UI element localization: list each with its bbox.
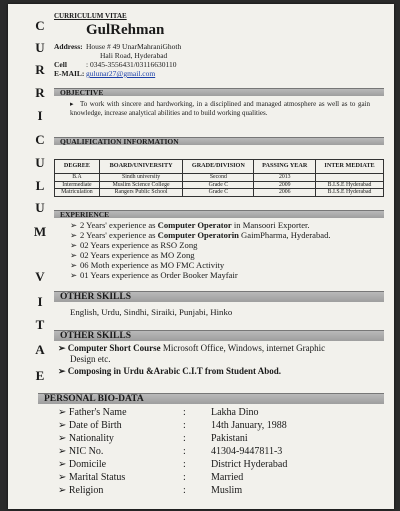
address-label: Address: — [54, 42, 83, 51]
bio-label: ➢ Domicile — [58, 459, 107, 470]
experience-text: 2 Years' experience as — [80, 220, 158, 230]
table-cell: 2009 — [254, 181, 316, 189]
experience-text: 2 Years' experience as — [80, 230, 158, 240]
bio-value: 41304-9447811-3 — [211, 446, 283, 457]
table-cell: B.I.S.E Hyderabad — [316, 189, 384, 197]
bio-label: ➢ Marital Status — [58, 472, 126, 483]
experience-company: GaimPharma, Hyderabad. — [238, 230, 331, 240]
bio-heading: PERSONAL BIO-DATA — [38, 393, 384, 404]
experience-item — [70, 250, 195, 260]
table-cell: 2013 — [254, 174, 316, 182]
objective-heading: OBJECTIVE — [54, 88, 384, 96]
bio-value: Pakistani — [211, 433, 248, 444]
experience-heading: EXPERIENCE — [54, 210, 384, 218]
bio-colon: : — [183, 485, 186, 496]
cell-line — [54, 60, 176, 69]
side-letter: C — [35, 132, 45, 147]
objective-body: To work with sincere and hardworking, in a disciplined and managed atmosphere as well as to gain knowledge, increase analytical abilities and to build working qualities. — [70, 100, 370, 117]
objective-text — [70, 100, 370, 117]
other-skills-heading: OTHER SKILLS — [54, 291, 384, 302]
side-letter: I — [37, 108, 43, 123]
experience-item — [70, 220, 310, 230]
skill-title: Composing in Urdu &Arabic C.I.T from Student Abod. — [67, 366, 282, 376]
candidate-name: GulRehman — [86, 22, 165, 38]
email-label: E-MAIL: — [54, 69, 85, 78]
table-cell: B.I.S.E Hyderabad — [316, 181, 384, 189]
bio-value: 14th January, 1988 — [211, 420, 287, 431]
qualification-heading: QUALIFICATION INFORMATION — [54, 137, 384, 145]
table-cell: Rangers Public School — [99, 189, 182, 197]
arrow-bullet-icon: ➢ — [70, 230, 78, 240]
bio-value: Married — [211, 472, 244, 483]
bio-colon: : — [183, 407, 186, 418]
skill-detail: Microsoft Office, Windows, internet Graphic — [160, 343, 326, 353]
bio-value: District Hyderabad — [211, 459, 288, 470]
bio-label-text: Date of Birth — [68, 420, 122, 431]
arrow-bullet-icon: ➢ — [70, 220, 78, 230]
cv-page — [8, 4, 394, 509]
bio-colon: : — [183, 459, 186, 470]
bio-colon: : — [183, 472, 186, 483]
column-header: DEGREE — [55, 160, 100, 174]
arrow-bullet-icon: ➢ — [70, 260, 78, 270]
address-value: House # 49 UnarMahraniGhoth — [86, 42, 182, 51]
side-letter: C — [35, 18, 45, 33]
email-link[interactable]: gulunar27@gmail.com — [86, 69, 156, 78]
table-row — [55, 174, 384, 182]
arrow-bullet-icon: ➢ — [70, 250, 78, 260]
side-letter: R — [35, 62, 45, 77]
address-line — [54, 42, 181, 51]
bio-label-text: Religion — [68, 485, 104, 496]
arrow-bullet-icon: ➢ — [70, 270, 78, 280]
cell-value: : 0345-3556431/03116630110 — [86, 60, 177, 69]
experience-item — [70, 270, 238, 280]
arrow-bullet-icon: ➢ — [58, 366, 68, 376]
languages-text: English, Urdu, Sindhi, Siraiki, Punjabi, Hinko — [70, 307, 233, 317]
experience-text: 06 Moth experience as MO FMC Activity — [80, 260, 225, 270]
address-line-2: Hali Road, Hyderabad — [100, 51, 168, 60]
side-letter: M — [33, 224, 47, 239]
bullet-icon: ▸ — [70, 100, 74, 108]
side-letter: U — [35, 155, 45, 170]
bio-label-text: Father's Name — [68, 407, 127, 418]
skill-item — [58, 343, 393, 354]
bio-label: ➢ Religion — [58, 485, 104, 496]
cv-label: CURRICULUM VITAE — [54, 12, 127, 20]
column-header: INTER MEDIATE — [316, 160, 384, 174]
side-letter: E — [35, 368, 45, 383]
skill-detail: Design etc. — [70, 354, 111, 364]
table-cell: Muslim Science College — [99, 181, 182, 189]
bio-colon: : — [183, 420, 186, 431]
arrow-bullet-icon: ➢ — [70, 240, 78, 250]
table-cell: 2006 — [254, 189, 316, 197]
column-header: GRADE/DIVISION — [183, 160, 254, 174]
bio-label: ➢ Father's Name — [58, 407, 127, 418]
experience-text: 01 Years experience as Order Booker Mayfair — [80, 270, 238, 280]
table-row — [55, 189, 384, 197]
table-cell: Grade C — [183, 181, 254, 189]
experience-role: Computer Operator — [157, 220, 232, 230]
side-letter: A — [35, 342, 45, 357]
column-header: PASSING YEAR — [254, 160, 316, 174]
email-line — [54, 69, 155, 78]
side-letter: L — [35, 178, 45, 193]
skill-item — [58, 366, 393, 377]
bio-label-text: Nationality — [68, 433, 114, 444]
qualification-table — [54, 159, 384, 197]
experience-item — [70, 240, 197, 250]
bio-label: ➢ Nationality — [58, 433, 114, 444]
skill-title: Computer Short Course — [67, 343, 161, 353]
table-cell: Second — [183, 174, 254, 182]
bio-label: ➢ Date of Birth — [58, 420, 122, 431]
experience-role: Computer Operatorin — [157, 230, 239, 240]
bio-colon: : — [183, 446, 186, 457]
experience-company: in Mansoori Exporter. — [231, 220, 310, 230]
experience-text: 02 Years experience as MO Zong — [80, 250, 195, 260]
side-letter: T — [35, 317, 45, 332]
arrow-bullet-icon: ➢ — [58, 343, 68, 353]
table-cell: Intermediate — [55, 181, 100, 189]
bio-label-text: NIC No. — [68, 446, 104, 457]
side-letter: R — [35, 85, 45, 100]
table-row — [55, 181, 384, 189]
skill-item-continued — [70, 354, 394, 365]
experience-item — [70, 230, 331, 240]
side-letter: U — [35, 200, 45, 215]
experience-text: 02 Years experience as RSO Zong — [80, 240, 198, 250]
experience-item — [70, 260, 224, 270]
bio-label-text: Marital Status — [68, 472, 126, 483]
bio-label-text: Domicile — [68, 459, 107, 470]
table-cell: Grade C — [183, 189, 254, 197]
cell-label: Cell — [54, 60, 67, 69]
column-header: BOARD/UNIVERSITY — [99, 160, 182, 174]
table-cell: Sindh university — [99, 174, 182, 182]
table-cell: Matriculation — [55, 189, 100, 197]
bio-label: ➢ NIC No. — [58, 446, 104, 457]
bio-value: Muslim — [211, 485, 243, 496]
table-cell: B.A — [55, 174, 100, 182]
bio-value: Lakha Dino — [211, 407, 259, 418]
bio-colon: : — [183, 433, 186, 444]
side-letter: V — [35, 269, 45, 284]
table-header-row — [55, 160, 384, 174]
table-cell — [316, 174, 384, 182]
side-letter: I — [37, 294, 43, 309]
side-letter: U — [35, 40, 45, 55]
other-skills-heading-2: OTHER SKILLS — [54, 330, 384, 341]
